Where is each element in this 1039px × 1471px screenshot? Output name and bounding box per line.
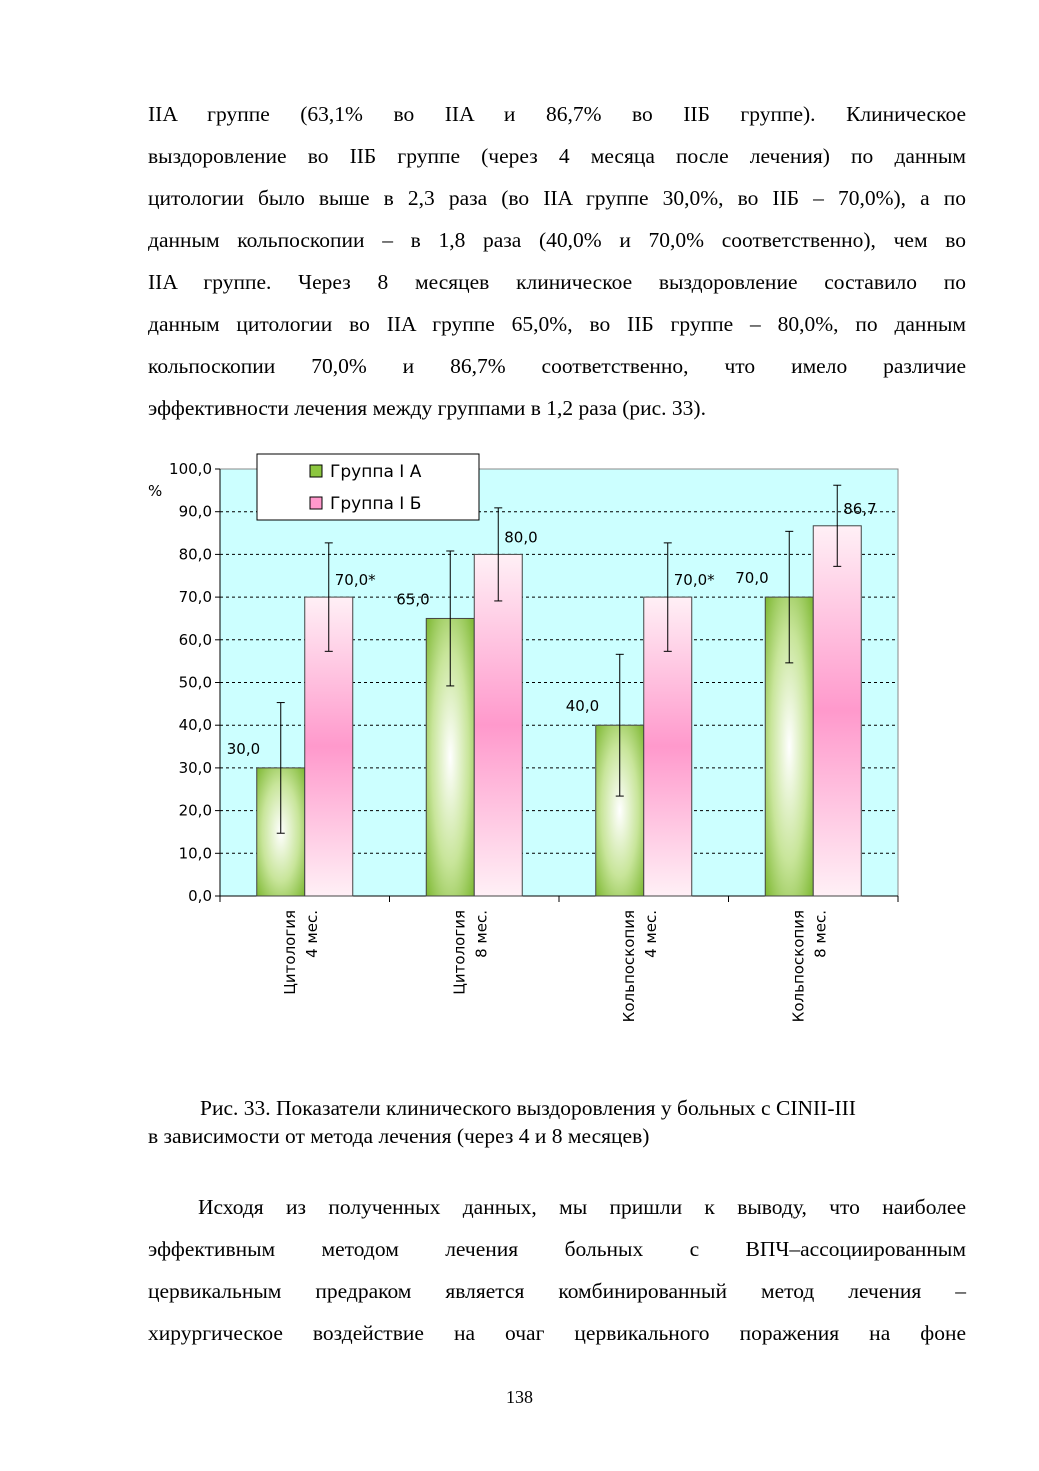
bar [474, 554, 522, 896]
paragraph-line: Исходя из полученных данных, мы пришли к выводу, что наиболее [198, 1195, 966, 1219]
figure-caption [148, 1094, 966, 1150]
legend-label: Группа I А [330, 462, 422, 482]
data-label: 70,0 [735, 569, 769, 588]
x-tick-label: 4 мес. [302, 910, 321, 958]
x-tick-label: 8 мес. [811, 910, 830, 958]
paragraph-line: цервикальным предраком является комбинированный метод лечения – [148, 1279, 966, 1303]
paragraph-line: эффективности лечения между группами в 1,2 раза (рис. 33). [148, 396, 706, 420]
legend-swatch [310, 465, 322, 477]
paragraph-line: цитологии было выше в 2,3 раза (во IIA группе 30,0%, во IIБ – 70,0%), а по [148, 186, 966, 210]
x-tick-label: Кольпоскопия [789, 910, 808, 1023]
x-tick-label: Цитология [450, 910, 469, 995]
data-label: 70,0* [334, 571, 376, 590]
x-tick-label: Цитология [280, 910, 299, 995]
x-tick-label: 8 мес. [472, 910, 491, 958]
paragraph-line: данным цитологии во IIA группе 65,0%, во IIБ группе – 80,0%, по данным [148, 312, 966, 336]
data-label: 80,0 [504, 528, 538, 547]
paragraph-line: хирургическое воздействие на очаг цервикального поражения на фоне [148, 1321, 966, 1345]
paragraph-line: IIA группе (63,1% во IIA и 86,7% во IIБ группе). Клиническое [148, 102, 966, 126]
y-tick-label: 80,0 [178, 545, 212, 564]
data-label: 86,7 [843, 499, 877, 518]
x-tick-label: 4 мес. [641, 910, 660, 958]
y-tick-label: 20,0 [178, 801, 212, 820]
y-tick-label: 60,0 [178, 630, 212, 649]
x-tick-label: Кольпоскопия [619, 910, 638, 1023]
paragraph-line: кольпоскопии 70,0% и 86,7% соответственно, что имело различие [148, 354, 966, 378]
caption-line-1: Рис. 33. Показатели клинического выздоровления у больных с CINII-III [200, 1096, 856, 1120]
paragraph-1 [148, 93, 966, 429]
y-tick-label: 10,0 [178, 844, 212, 863]
caption-line-2: в зависимости от метода лечения (через 4 и 8 месяцев) [148, 1124, 650, 1148]
paragraph-line: данным кольпоскопии – в 1,8 раза (40,0% и 70,0% соответственно), чем во [148, 228, 966, 252]
data-label: 70,0* [673, 571, 715, 590]
legend-swatch [310, 497, 322, 509]
data-label: 40,0 [565, 697, 600, 716]
y-tick-label: 70,0 [178, 588, 212, 607]
paragraph-line: IIA группе. Через 8 месяцев клиническое выздоровление составило по [148, 270, 966, 294]
y-tick-label: 100,0 [169, 460, 212, 478]
y-tick-label: 50,0 [178, 673, 212, 692]
y-tick-label: 0,0 [188, 887, 212, 905]
y-tick-label: 30,0 [178, 758, 212, 777]
paragraph-line: эффективным методом лечения больных с ВПЧ–ассоциированным [148, 1237, 966, 1261]
y-tick-label: 40,0 [178, 716, 212, 735]
page-number: 138 [506, 1387, 533, 1407]
data-label: 65,0 [396, 590, 430, 609]
y-axis-label: % [148, 482, 163, 500]
paragraph-2 [148, 1186, 966, 1354]
bar-chart [140, 452, 920, 1072]
legend-label: Группа I Б [330, 494, 422, 514]
y-tick-label: 90,0 [178, 502, 212, 521]
bar [813, 526, 861, 896]
data-label: 30,0 [226, 739, 261, 758]
paragraph-line: выздоровление во IIБ группе (через 4 месяца после лечения) по данным [148, 144, 966, 168]
